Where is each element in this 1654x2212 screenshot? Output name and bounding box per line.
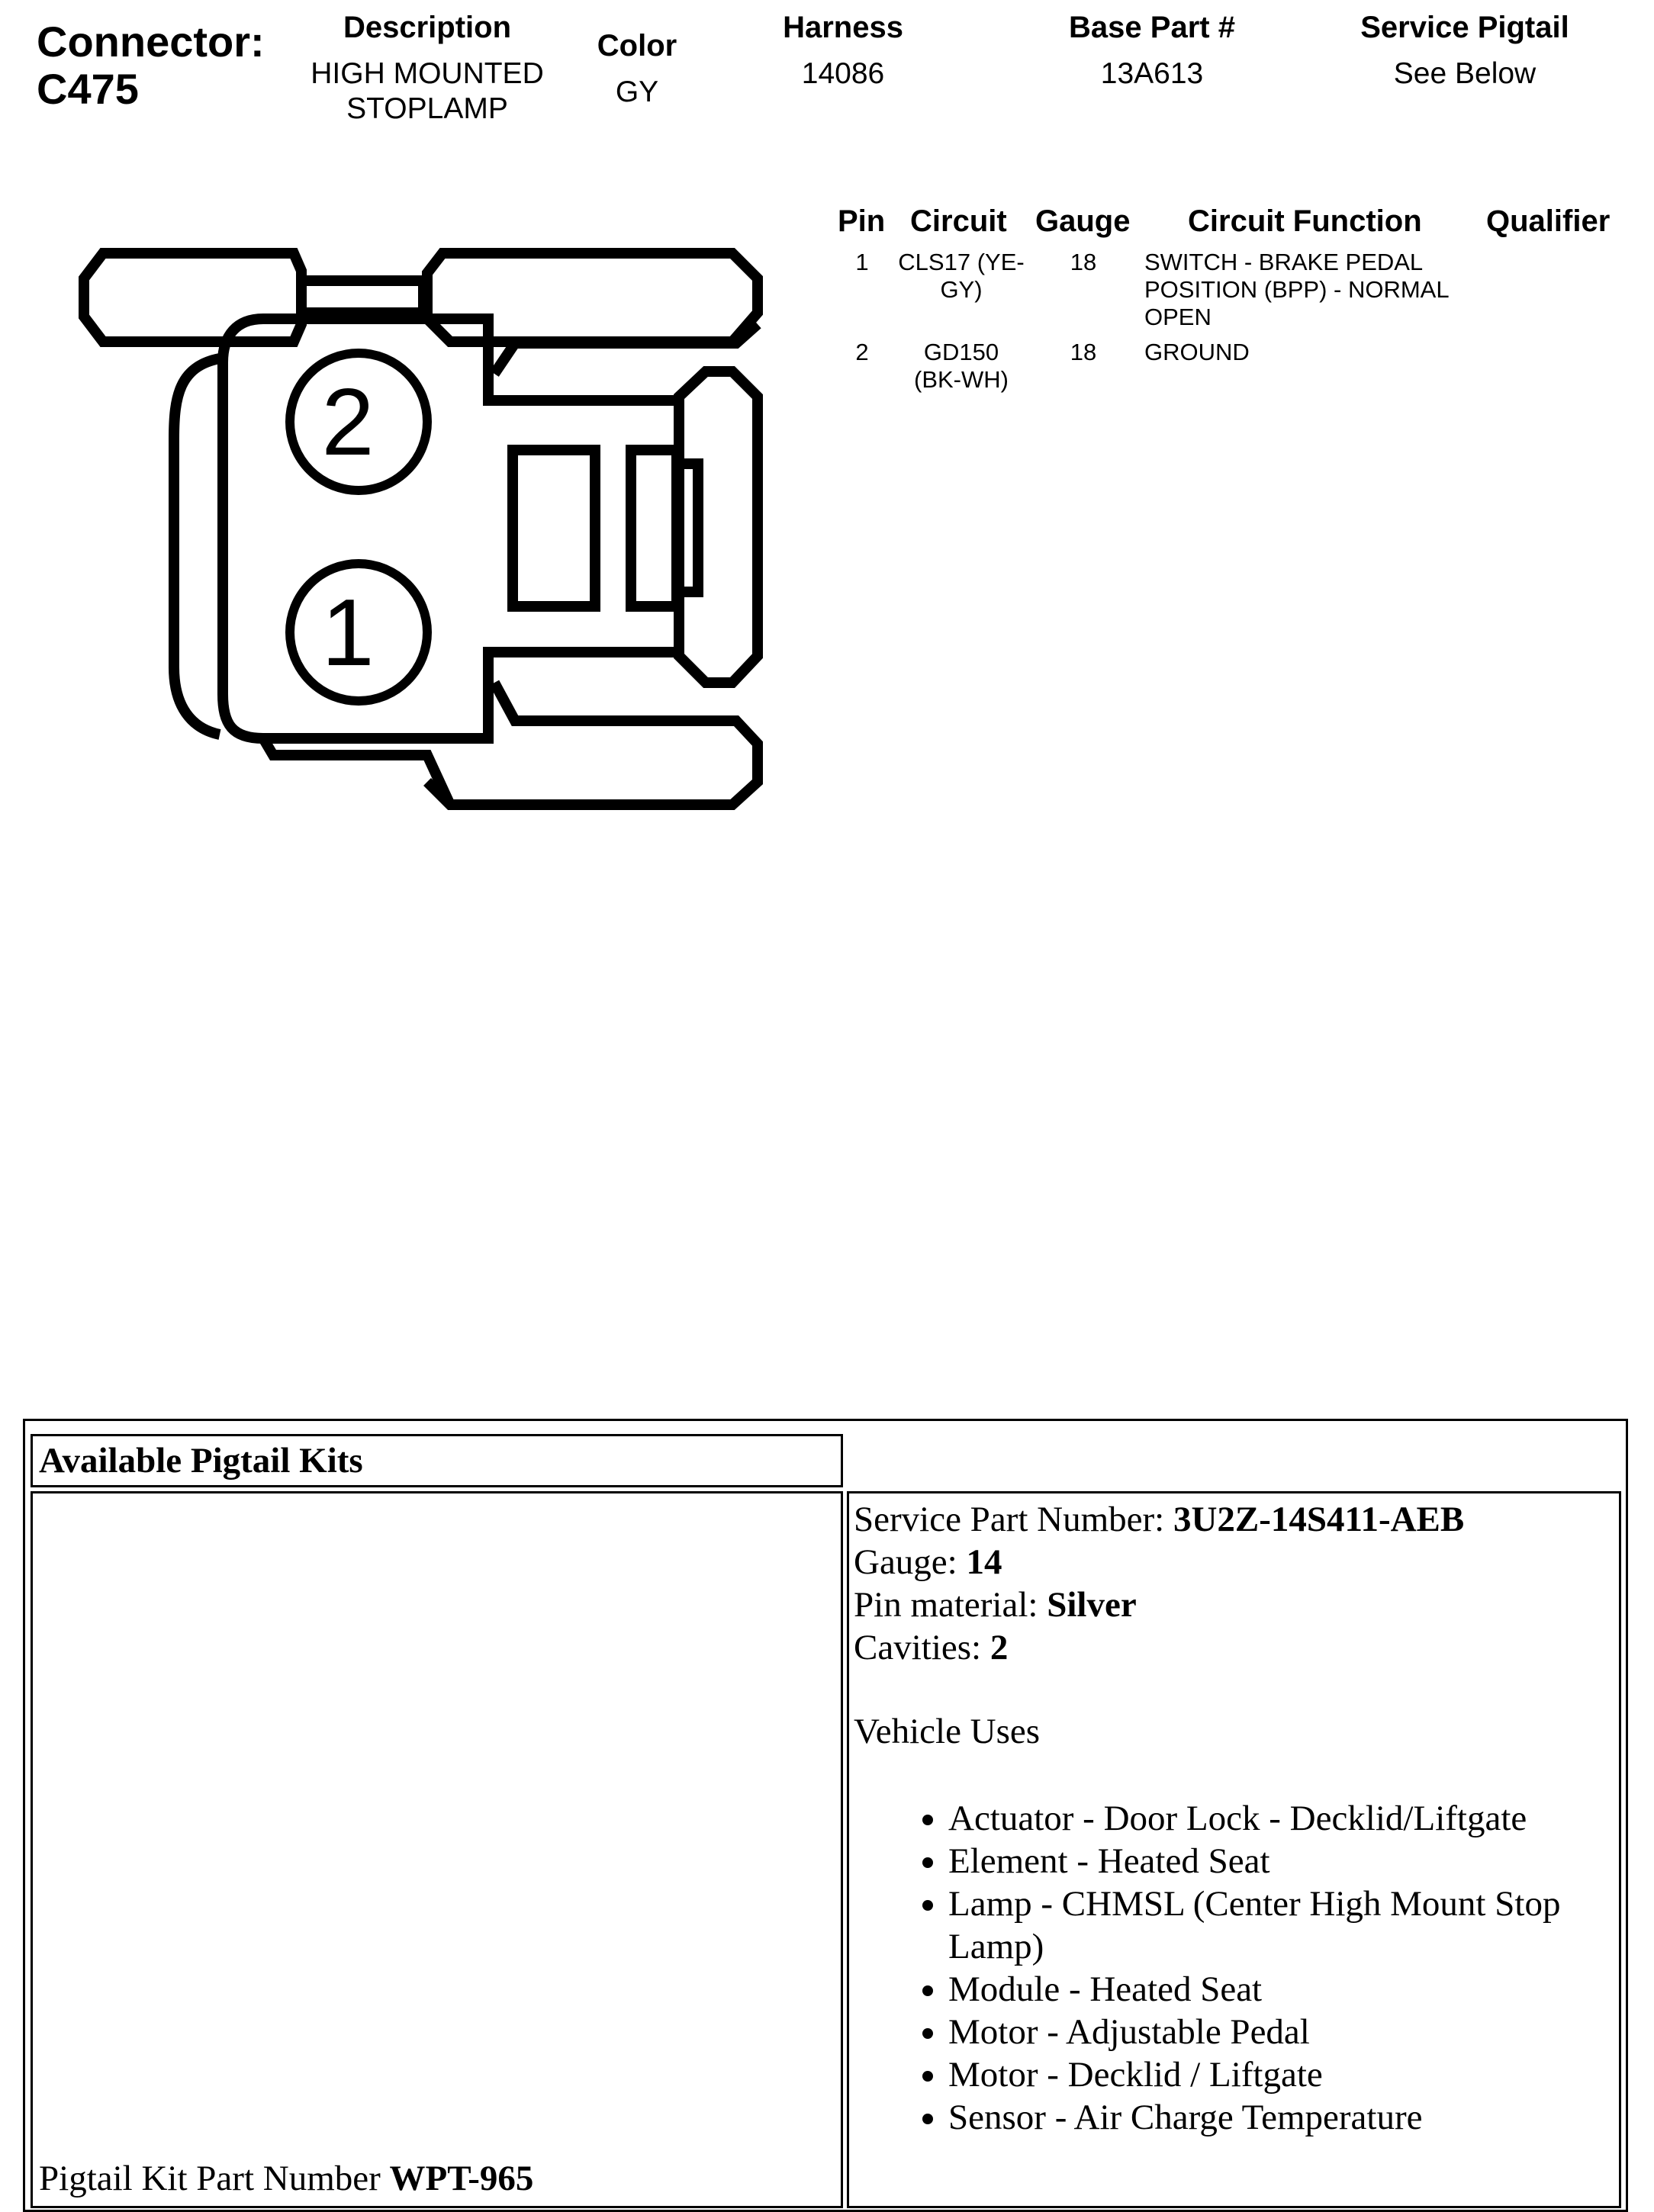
pin-col-header: Pin <box>838 204 886 238</box>
latch-top-left <box>84 253 301 342</box>
harness-header: Harness <box>783 11 903 44</box>
list-item: • Sensor - Air Charge Temperature <box>948 2096 1617 2139</box>
pin-material-line <box>854 1583 1617 1626</box>
circuit-col-header: Circuit <box>910 204 1007 238</box>
list-item: • Motor - Adjustable Pedal <box>948 2011 1617 2053</box>
kit-label: Pigtail Kit Part Number <box>39 2159 390 2198</box>
spn-label: Service Part Number: <box>854 1500 1173 1539</box>
row-function-line1: GROUND <box>1144 339 1250 365</box>
list-item: • Motor - Decklid / Liftgate <box>948 2053 1617 2096</box>
top-tab <box>301 281 423 313</box>
connector-label: Connector: <box>37 18 265 66</box>
list-item: • Element - Heated Seat <box>948 1840 1617 1882</box>
gauge-value: 14 <box>966 1542 1002 1582</box>
center-key-notch <box>677 464 698 592</box>
row-circuit-line1: CLS17 (YE- <box>898 249 1025 275</box>
function-col-header: Circuit Function <box>1188 204 1422 238</box>
latch-top-right <box>427 253 758 342</box>
center-key-right <box>631 450 677 606</box>
row-function-line3: OPEN <box>1144 304 1212 330</box>
center-key-left <box>513 450 595 606</box>
gauge-label: Gauge: <box>854 1542 967 1582</box>
pin-material-value: Silver <box>1047 1585 1137 1625</box>
pigtail-kit-cell <box>31 1491 843 2208</box>
row-function-line1: SWITCH - BRAKE PEDAL <box>1144 249 1424 275</box>
cavities-line <box>854 1626 1617 1669</box>
kit-number: WPT-965 <box>389 2159 534 2198</box>
service-pigtail-value: See Below <box>1393 57 1537 90</box>
vehicle-uses-title: Vehicle Uses <box>854 1712 1041 1751</box>
gauge-col-header: Gauge <box>1035 204 1131 238</box>
row-circuit-line2: (BK-WH) <box>914 366 1009 393</box>
latch-right <box>679 371 758 683</box>
spn-value: 3U2Z-14S411-AEB <box>1173 1500 1465 1539</box>
list-item: • Actuator - Door Lock - Decklid/Liftgate <box>948 1797 1617 1840</box>
pigtail-title: Available Pigtail Kits <box>39 1441 363 1481</box>
base-part-header: Base Part # <box>1069 11 1235 44</box>
color-header: Color <box>597 29 677 63</box>
vehicle-uses-list <box>854 1797 1617 2139</box>
pigtail-kit-part-number <box>39 2157 533 2200</box>
description-header: Description <box>343 11 512 44</box>
pin-material-label: Pin material: <box>854 1585 1047 1625</box>
description-value-line2: STOPLAMP <box>346 92 508 125</box>
harness-value: 14086 <box>801 57 885 90</box>
cavities-label: Cavities: <box>854 1628 990 1667</box>
service-pigtail-header: Service Pigtail <box>1360 11 1569 44</box>
rail-bottom-left <box>263 738 450 805</box>
cavities-value: 2 <box>990 1628 1009 1667</box>
service-part-number <box>854 1498 1617 1541</box>
connector-id: C475 <box>37 65 139 113</box>
color-value: GY <box>615 76 659 108</box>
pigtail-title-cell <box>31 1434 843 1487</box>
left-flap <box>174 358 220 735</box>
row-gauge: 18 <box>1070 249 1097 275</box>
connector-body <box>223 319 679 738</box>
row-function-line2: POSITION (BPP) - NORMAL <box>1144 276 1450 303</box>
pigtail-details-cell <box>847 1491 1621 2208</box>
cavity-2-number: 2 <box>321 370 375 475</box>
row-pin: 1 <box>855 249 869 275</box>
connector-face-diagram <box>0 0 778 824</box>
gauge-line <box>854 1541 1617 1583</box>
description-value-line1: HIGH MOUNTED <box>311 57 544 90</box>
base-part-value: 13A613 <box>1100 57 1204 90</box>
list-item: • Lamp - CHMSL (Center High Mount Stop Lamp) <box>948 1882 1617 1968</box>
row-gauge: 18 <box>1070 339 1097 365</box>
qualifier-col-header: Qualifier <box>1486 204 1611 238</box>
list-item: • Module - Heated Seat <box>948 1968 1617 2011</box>
cavity-1-number: 1 <box>321 580 375 686</box>
row-pin: 2 <box>855 339 869 365</box>
row-circuit-line2: GY) <box>940 276 983 303</box>
row-circuit-line1: GD150 <box>923 339 999 365</box>
